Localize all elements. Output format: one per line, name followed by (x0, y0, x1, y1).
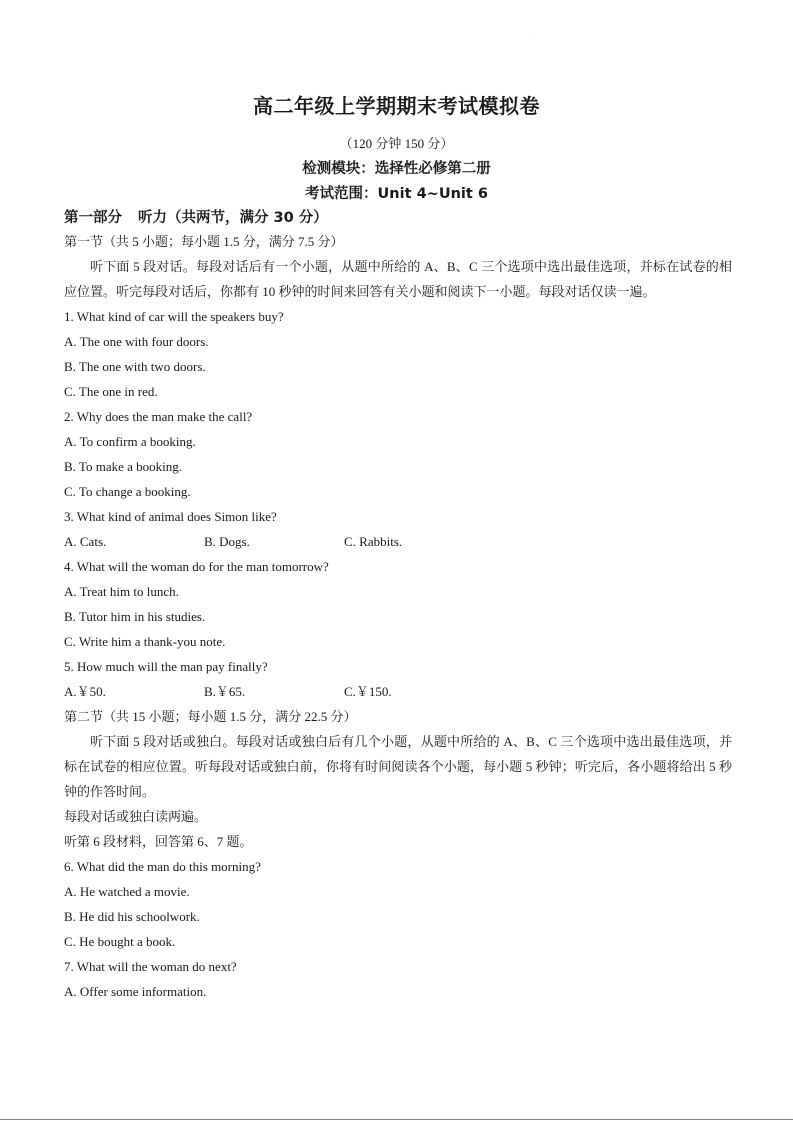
question-5: 5. How much will the man pay finally? (64, 659, 268, 674)
question-4: 4. What will the woman do for the man tomorrow? (64, 559, 329, 574)
option: A. To confirm a booking. (64, 434, 196, 449)
option: B. Dogs. (204, 534, 250, 549)
option: B. To make a booking. (64, 459, 183, 474)
option: A. Cats. (64, 534, 107, 549)
option: C. Write him a thank-you note. (64, 634, 226, 649)
option: C. Rabbits. (344, 534, 403, 549)
exam-time: （120 分钟 150 分） (339, 136, 454, 151)
question-1: 1. What kind of car will the speakers buy? (64, 309, 284, 324)
section1-heading: 第一节（共 5 小题；每小题 1.5 分，满分 7.5 分） (64, 234, 344, 249)
option: B.￥65. (204, 684, 246, 699)
option: A. The one with four doors. (64, 334, 209, 349)
option: A. Offer some information. (64, 984, 207, 999)
section2-material: 听第 6 段材料，回答第 6、7 题。 (64, 834, 253, 849)
question-2: 2. Why does the man make the call? (64, 409, 253, 424)
exam-title: 高二年级上学期期末考试模拟卷 (253, 94, 540, 118)
section2-heading: 第二节（共 15 小题；每小题 1.5 分，满分 22.5 分） (64, 709, 357, 724)
option: C.￥150. (344, 684, 392, 699)
section2-note: 每段对话或独白读两遍。 (64, 809, 208, 824)
question-6: 6. What did the man do this morning? (64, 859, 261, 874)
question-3: 3. What kind of animal does Simon like? (64, 509, 277, 524)
option: A. Treat him to lunch. (64, 584, 179, 599)
option: C. To change a booking. (64, 484, 191, 499)
corner-dot: · (531, 30, 533, 36)
options-row (64, 679, 732, 704)
part1-heading (64, 206, 328, 227)
options-row (64, 529, 732, 554)
page-bottom-divider (0, 1119, 793, 1120)
option: A.￥50. (64, 684, 106, 699)
section2-instructions: 听下面 5 段对话或独白。每段对话或独白后有几个小题，从题中所给的 A、B、C 三个选项中选出最佳选项，并标在试卷的相应位置。听每段对话或独白前，你将有时间阅读各个小题，每小题 5 秒钟；听完后，各小题将给出 5 秒钟的作答时间。 (64, 734, 732, 799)
part1-title: 第一部分 (64, 210, 122, 226)
section1-instructions: 听下面 5 段对话。每段对话后有一个小题，从题中所给的 A、B、C 三个选项中选出最佳选项，并标在试卷的相应位置。听完每段对话后，你都有 10 秒钟的时间来回答有关小题和阅读下一小题。每段对话仅读一遍。 (64, 259, 732, 299)
exam-module: 检测模块：选择性必修第二册 (302, 161, 491, 177)
part1-subtitle: 听力（共两节，满分 30 分） (138, 210, 328, 226)
option: C. The one in red. (64, 384, 158, 399)
option: A. He watched a movie. (64, 884, 190, 899)
exam-content (64, 229, 732, 1004)
exam-range: 考试范围：Unit 4~Unit 6 (305, 186, 488, 202)
option: B. The one with two doors. (64, 359, 206, 374)
option: B. Tutor him in his studies. (64, 609, 206, 624)
option: B. He did his schoolwork. (64, 909, 200, 924)
option: C. He bought a book. (64, 934, 176, 949)
question-7: 7. What will the woman do next? (64, 959, 237, 974)
